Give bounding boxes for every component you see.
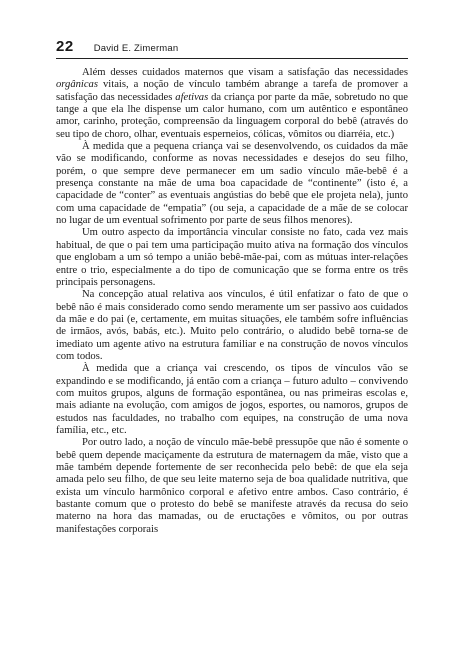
running-header	[56, 38, 408, 58]
paragraph	[56, 227, 408, 289]
paragraph-text: vitais, a noção de vínculo também abrange a tarefa de promover a satisfação das necessidades	[56, 79, 408, 103]
paragraph	[56, 437, 408, 536]
paragraph-text: Um outro aspecto da importância vincular consiste no fato, cada vez mais habitual, de que o pai tem uma participação muito ativa na formação dos vínculos que englobam a um só tempo a união bebê-mãe-pai, com as mútuas inter-relações entre o trio, especialmente a do tipo de comunicação que se forma entre os três principais personagens.	[56, 227, 408, 288]
paragraph	[56, 67, 408, 141]
paragraph-text: À medida que a pequena criança vai se desenvolvendo, os cuidados da mãe vão se modificando, conforme as novas necessidades e desejos do seu filho, porém, o que sempre deve permanecer em um sadio vínculo mãe-bebê é a presença constante na mãe de uma boa capacidade de “continente” (isto é, a capacidade de “conter” as eventuais angústias do bebê que ele projeta nela), junto com uma capacidade de “empatia” (ou seja, a capacidade de a mãe de se colocar no lugar de um eventual sofrimento por parte de seus filhos menores).	[56, 141, 408, 227]
running-head-author: David E. Zimerman	[93, 43, 179, 54]
body-text	[56, 67, 408, 536]
italic-term: afetivas	[175, 91, 209, 103]
paragraph	[56, 141, 408, 227]
paragraph-text: Na concepção atual relativa aos vínculos, é útil enfatizar o fato de que o bebê não é mais considerado como sendo meramente um ser passivo aos cuidados da mãe e do pai (e, certamente, em muitas situações, ele também sofre influências de irmãos, avós, babás, etc.). Muito pelo contrário, o aludido bebê torna-se de imediato um agente ativo na estrutura familiar e na construção de novos vínculos com todos.	[56, 289, 408, 362]
page-number: 22	[56, 38, 74, 55]
paragraph-text: Por outro lado, a noção de vínculo mãe-bebê pressupõe que não é somente o bebê quem depende maciçamente da estrutura de maternagem da mãe, visto que a mãe também depende fortemente de ser reconhecida pelo bebê: de que ela seja amada pelo seu filho, de que seu leite materno seja de boa qualidade nutritiva, que exista um vínculo harmônico corporal e afetivo entre ambos. Caso contrário, é bastante comum que o protesto do bebê se manifeste através da recusa do seio materno na hora das mamadas, ou de eructações e vômitos, ou por outras manifestações corporais	[56, 437, 408, 535]
paragraph-text: da criança por parte da mãe, sobretudo no que tange a que ela lhe dispense um calor humano, com um autêntico e espontâneo amor, carinho, proteção, compreensão da linguagem corporal do bebê (através do seu tipo de choro, olhar, eventuais esperneios, cólicas, vômitos ou diarréia, etc.)	[56, 91, 409, 140]
paragraph-text: À medida que a criança vai crescendo, os tipos de vínculos vão se expandindo e se modificando, já então com a criança – futuro adulto – convivendo com muitos grupos, alguns de formação espontânea, ou nas primeiras escolas e, mais adiante na evolução, com amigos de jogos, esportes, ou namoros, grupos de estudos nas faculdades, no trabalho com equipes, na construção de uma nova família, etc., etc.	[56, 363, 408, 436]
italic-term: orgânicas	[56, 79, 98, 91]
paragraph-text: Além desses cuidados maternos que visam a satisfação das necessidades	[82, 67, 408, 78]
header-rule	[56, 58, 408, 59]
paragraph	[56, 289, 408, 363]
paragraph	[56, 363, 408, 437]
